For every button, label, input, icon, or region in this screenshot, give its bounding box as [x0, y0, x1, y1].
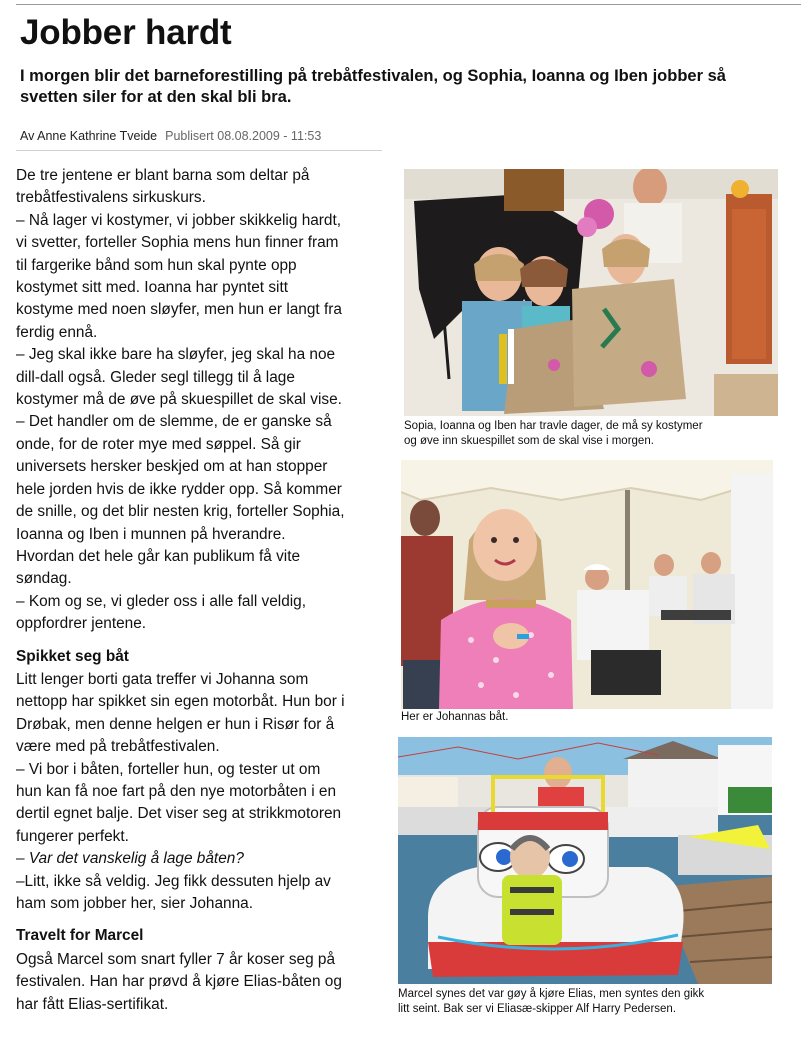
photo-caption: Her er Johannas båt.	[401, 711, 509, 723]
lead-paragraph: I morgen blir det barneforestilling på trebåtfestivalen, og Sophia, Ioanna og Iben jobber så svetten siler for at den skal bli bra.	[20, 67, 726, 106]
published-date: Publisert 08.08.2009 - 11:53	[165, 129, 322, 143]
subheading: Travelt for Marcel	[16, 927, 144, 945]
body-paragraph: – Det handler om de slemme, de er ganske så onde, for de roter mye med søppel. Så gir universets hersker beskjed om at han stopper hele jorden hvis de ikke rydder opp. Så kommer de snille, og det blir nesten krig, forteller Sophia, Ioanna og Iben i munnen på hverandre. Hvordan det hele går kan publikum få vite søndag.	[16, 413, 345, 588]
body-paragraph: – Nå lager vi kostymer, vi jobber skikkelig hardt, vi svetter, forteller Sophia mens hun finner fram til fargerike bånd som hun skal pynte opp kostymet sitt med. Ioanna har pyntet sitt kostyme med noen sløyfer, men hun er langt fra ferdig ennå.	[16, 211, 342, 341]
subheading: Spikket seg båt	[16, 647, 129, 665]
photo-caption: Sopia, Ioanna og Iben har travle dager, de må sy kostymer og øve inn skuespillet som de skal vise i morgen.	[404, 420, 703, 447]
photo-caption: Marcel synes det var gøy å kjøre Elias, men syntes den gikk litt seint. Bak ser vi Eliasæ-skipper Alf Harry Pedersen.	[398, 988, 705, 1015]
question: – Var det vanskelig å lage båten?	[16, 850, 244, 868]
photo-marcel-boat	[398, 737, 772, 984]
photo-girls-costumes	[404, 169, 778, 416]
article-body	[16, 165, 394, 1016]
body-paragraph: –Litt, ikke så veldig. Jeg fikk dessuten hjelp av ham som jobber her, sier Johanna.	[16, 872, 331, 912]
byline-rule	[16, 150, 382, 151]
body-paragraph: Litt lenger borti gata treffer vi Johanna som nettopp har spikket sin egen motorbåt. Hun bor i Drøbak, men denne helgen er hun i Risør for å være med på trebåtfestivalen.	[16, 670, 345, 756]
body-paragraph: De tre jentene er blant barna som deltar på trebåtfestivalens sirkuskurs.	[16, 167, 310, 207]
body-paragraph: – Jeg skal ikke bare ha sløyfer, jeg skal ha noe dill-dall også. Gleder segl tillegg til å lage kostymer må de øve på skuespillet de skal vise.	[16, 346, 342, 409]
headline: Jobber hardt	[20, 13, 232, 52]
byline	[20, 129, 321, 143]
body-paragraph: Også Marcel som snart fyller 7 år koser seg på festivalen. Han har prøvd å kjøre Elias-båten og har fått Elias-sertifikat.	[16, 950, 342, 1013]
body-paragraph: – Kom og se, vi gleder oss i alle fall veldig, oppfordrer jentene.	[16, 592, 307, 633]
author: Av Anne Kathrine Tveide	[20, 129, 158, 143]
body-paragraph: – Vi bor i båten, forteller hun, og tester ut om hun kan få noe fart på den nye motorbåten i en dertil egnet balje. Det viser seg at strikkmotoren fungerer perfekt.	[16, 760, 342, 845]
top-rule	[16, 4, 801, 5]
photo-johanna	[401, 460, 773, 709]
